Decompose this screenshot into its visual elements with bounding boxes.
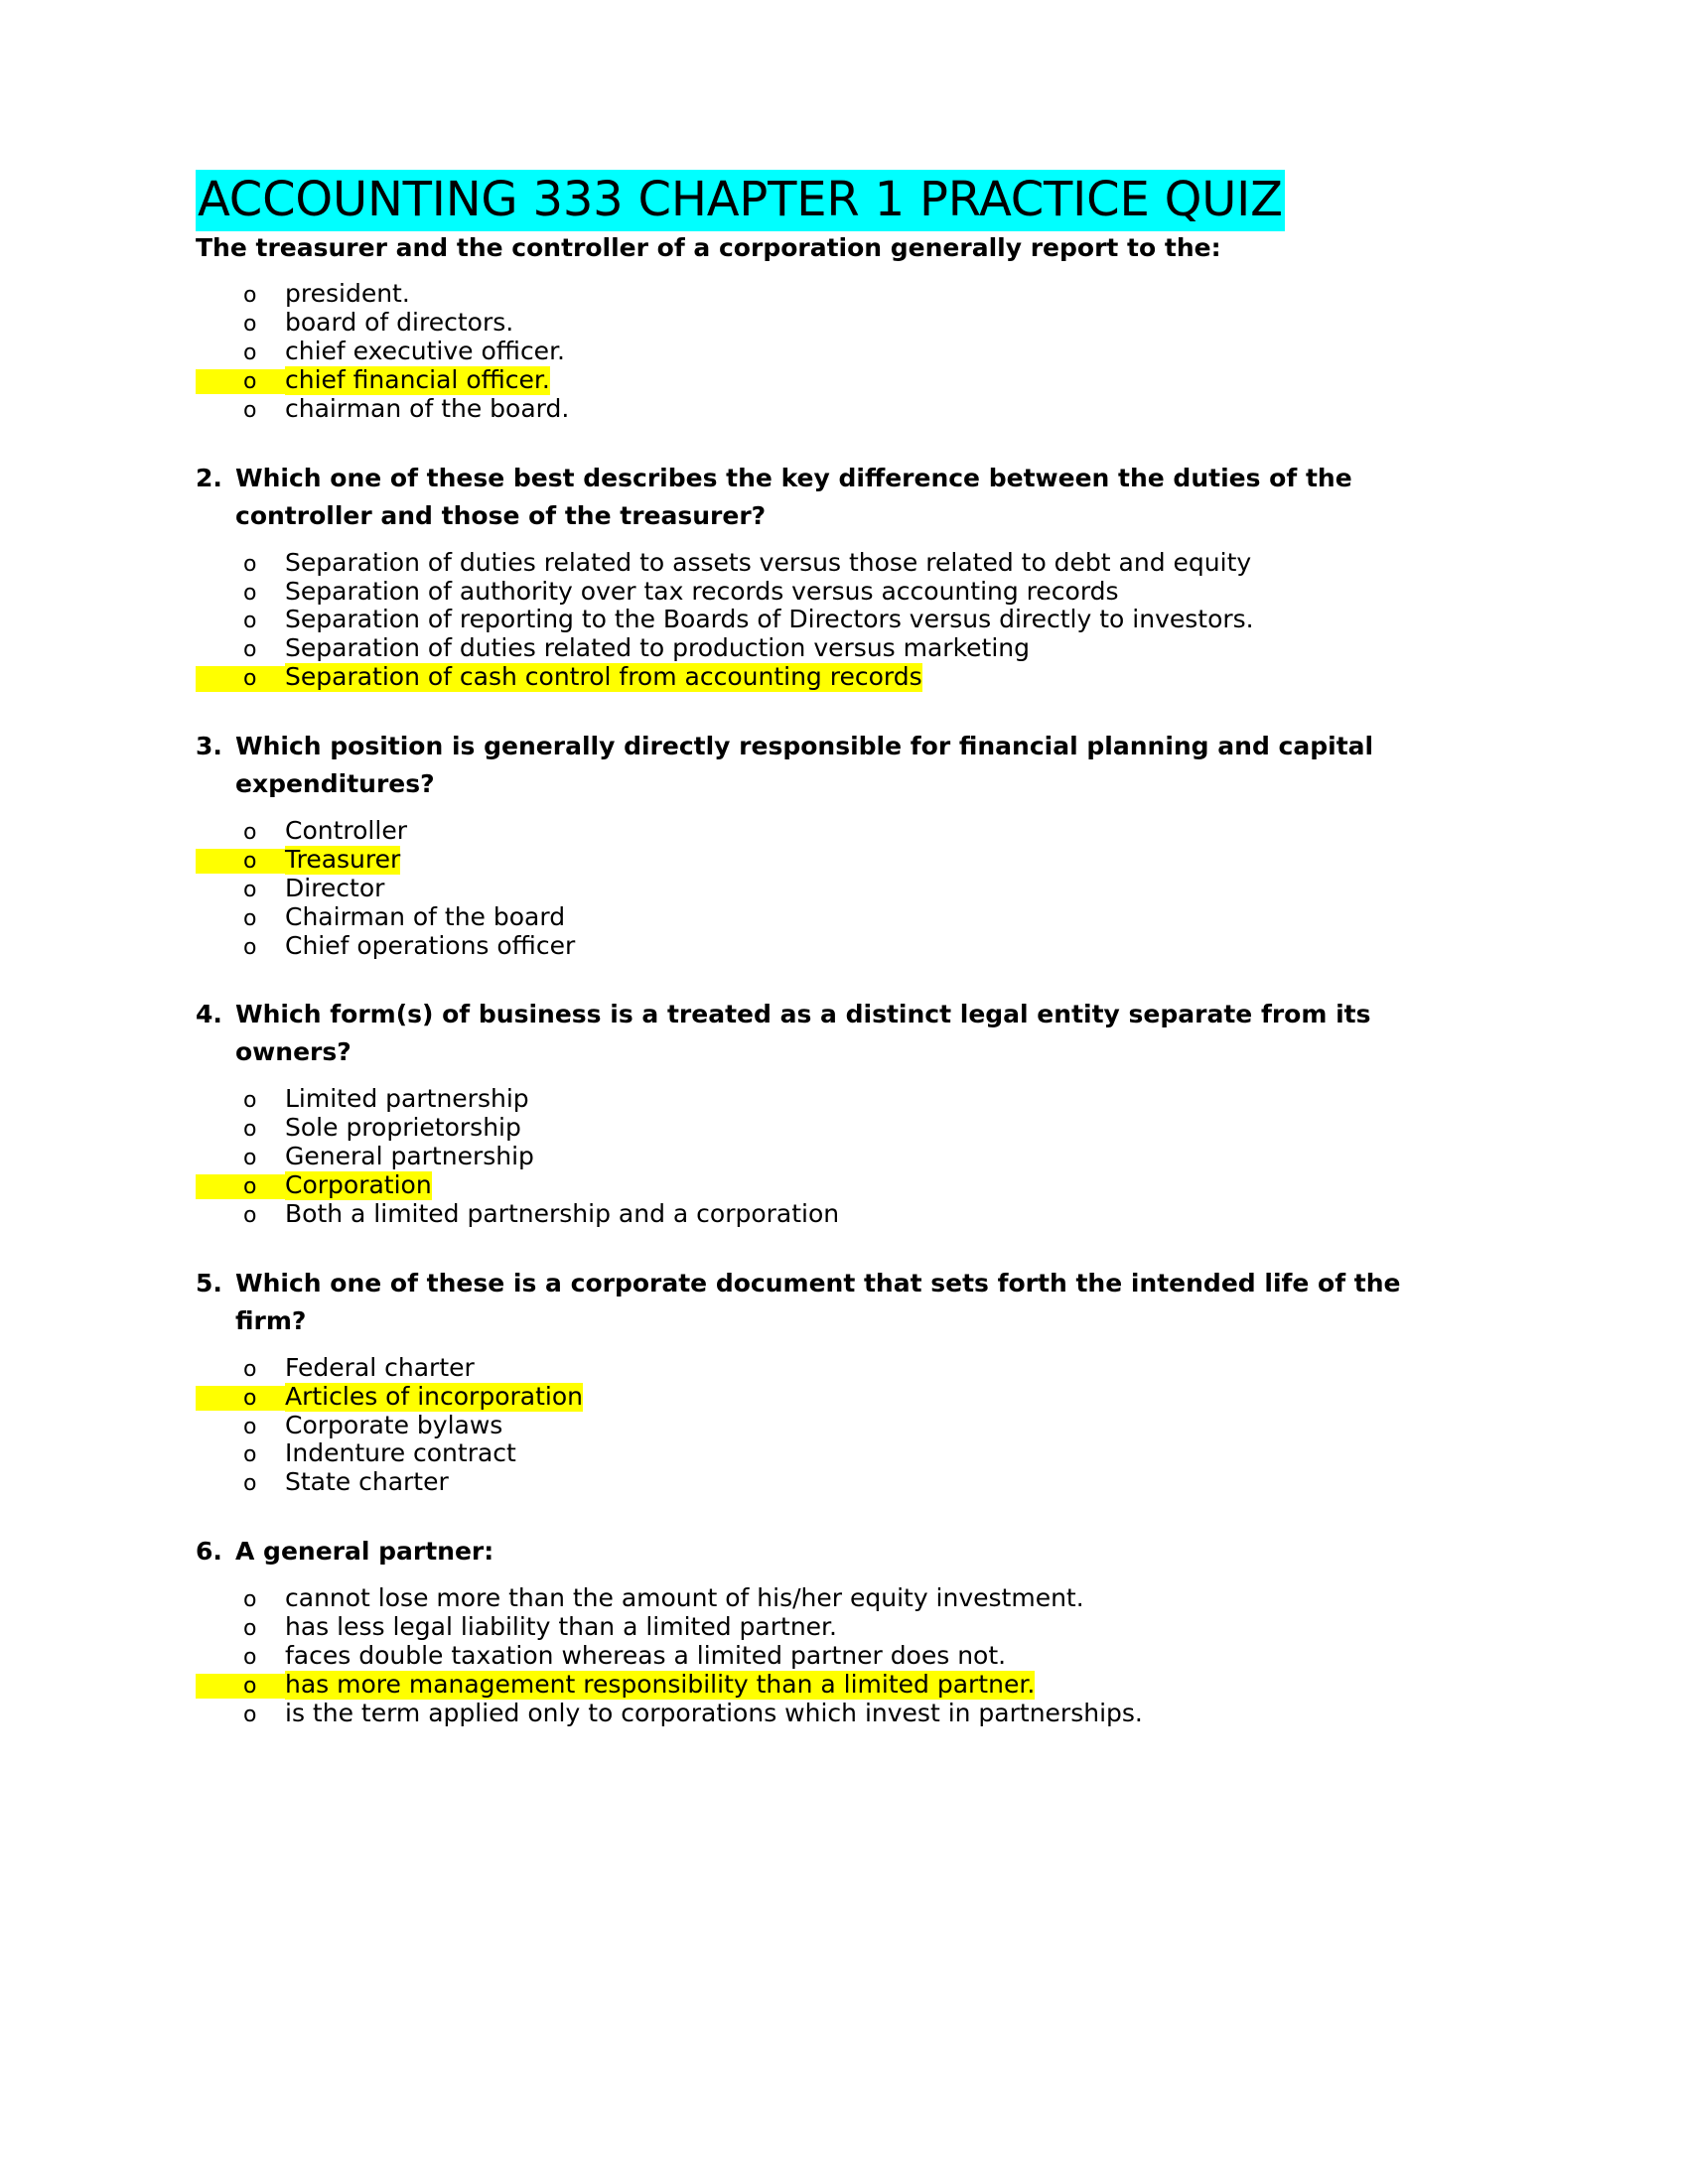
option-bullet-icon: o: [243, 283, 257, 309]
option-bullet-icon: o: [196, 849, 285, 874]
option-label: board of directors.: [285, 308, 514, 338]
option-item[interactable]: [196, 1412, 502, 1440]
option-item[interactable]: [196, 1642, 1006, 1671]
option-label: faces double taxation whereas a limited partner does not.: [285, 1640, 1007, 1670]
option-item[interactable]: [196, 817, 407, 846]
option-label: chief financial officer.: [285, 364, 550, 394]
option-item-selected[interactable]: [196, 1383, 583, 1412]
option-bullet-icon: o: [196, 1386, 285, 1411]
option-bullet-icon: o: [243, 1356, 257, 1382]
option-label: Sole proprietorship: [285, 1113, 521, 1143]
option-list: [196, 1085, 1460, 1228]
option-label: Chairman of the board: [285, 901, 566, 931]
option-item[interactable]: [196, 875, 384, 903]
question-block: [196, 728, 1460, 960]
option-label: Director: [285, 873, 385, 902]
option-item[interactable]: [196, 395, 569, 424]
option-item[interactable]: [196, 1200, 839, 1229]
question-block: [196, 996, 1460, 1228]
question-stem-row: [196, 460, 1460, 535]
option-item[interactable]: [196, 634, 1030, 663]
option-label: Corporation: [285, 1170, 432, 1199]
option-bullet-icon: o: [243, 1088, 257, 1114]
option-bullet-icon: o: [243, 397, 257, 423]
option-label: Limited partnership: [285, 1084, 529, 1114]
option-item[interactable]: [196, 1439, 516, 1468]
option-item[interactable]: [196, 338, 565, 366]
question-number: 6.: [196, 1537, 222, 1567]
question-stem: A general partner:: [235, 1537, 494, 1567]
question-stem: Which form(s) of business is a treated as a distinct legal entity separate from its owners?: [235, 1000, 1371, 1067]
page-title-highlight: ACCOUNTING 333 CHAPTER 1 PRACTICE QUIZ: [196, 170, 1285, 231]
option-item[interactable]: [196, 1584, 1084, 1613]
option-label: Separation of cash control from accounting records: [285, 662, 922, 692]
option-label: chairman of the board.: [285, 393, 570, 423]
question-1-stem: The treasurer and the controller of a corporation generally report to the:: [196, 232, 1221, 262]
option-bullet-icon: o: [243, 1587, 257, 1613]
option-label: Separation of reporting to the Boards of Directors versus directly to investors.: [285, 605, 1254, 634]
option-item[interactable]: [196, 903, 565, 932]
option-label: has more management responsibility than a limited partner.: [285, 1669, 1036, 1699]
question-block: [196, 460, 1460, 692]
option-list: [196, 1584, 1460, 1727]
option-bullet-icon: o: [243, 637, 257, 663]
questions-list: [196, 280, 1460, 1727]
option-item-selected[interactable]: [196, 663, 922, 692]
option-item[interactable]: [196, 1613, 837, 1642]
option-list: [196, 1354, 1460, 1497]
option-label: Indenture contract: [285, 1438, 516, 1468]
option-item[interactable]: [196, 280, 410, 309]
option-bullet-icon: o: [196, 666, 285, 691]
question-stem: Which one of these best describes the key difference between the duties of the controller and those of the treasurer?: [235, 463, 1352, 530]
option-bullet-icon: o: [243, 1471, 257, 1497]
page-title: [196, 174, 1460, 227]
option-item[interactable]: [196, 549, 1251, 578]
option-label: cannot lose more than the amount of his/her equity investment.: [285, 1583, 1084, 1613]
option-bullet-icon: o: [243, 1616, 257, 1641]
option-item-selected[interactable]: [196, 1171, 432, 1200]
option-label: Corporate bylaws: [285, 1410, 503, 1439]
option-label: Articles of incorporation: [285, 1381, 583, 1411]
option-bullet-icon: o: [243, 551, 257, 577]
option-bullet-icon: o: [243, 1202, 257, 1228]
question-number: 3.: [196, 732, 222, 760]
option-bullet-icon: o: [243, 1644, 257, 1670]
option-bullet-icon: o: [243, 1414, 257, 1439]
option-item-selected[interactable]: [196, 1671, 1035, 1700]
option-bullet-icon: o: [243, 1702, 257, 1727]
option-label: Chief operations officer: [285, 930, 576, 960]
option-bullet-icon: o: [243, 1117, 257, 1143]
option-bullet-icon: o: [243, 934, 257, 960]
question-number: 2.: [196, 463, 222, 492]
question-number: 4.: [196, 1000, 222, 1029]
option-label: Both a limited partnership and a corporation: [285, 1198, 840, 1228]
question-block: [196, 1265, 1460, 1497]
option-bullet-icon: o: [243, 341, 257, 365]
option-bullet-icon: o: [243, 1146, 257, 1171]
option-label: Federal charter: [285, 1352, 475, 1382]
option-item-selected[interactable]: [196, 846, 400, 875]
option-bullet-icon: o: [243, 609, 257, 634]
option-item[interactable]: [196, 1114, 521, 1143]
option-bullet-icon: o: [243, 312, 257, 338]
option-item[interactable]: [196, 1354, 475, 1383]
question-number: 5.: [196, 1268, 222, 1297]
option-bullet-icon: o: [243, 1442, 257, 1468]
option-label: has less legal liability than a limited partner.: [285, 1612, 837, 1641]
option-label: Treasurer: [285, 844, 401, 874]
question-block: [196, 280, 1460, 423]
option-item-selected[interactable]: [196, 366, 550, 395]
option-label: chief executive officer.: [285, 337, 565, 365]
question-stem: Which one of these is a corporate document that sets forth the intended life of the firm?: [235, 1268, 1401, 1335]
option-label: president.: [285, 279, 410, 309]
option-label: Separation of authority over tax records versus accounting records: [285, 576, 1119, 606]
option-label: Separation of duties related to assets versus those related to debt and equity: [285, 547, 1252, 577]
question-stem-row: [196, 996, 1460, 1071]
option-list: [196, 280, 1460, 423]
option-label: Separation of duties related to production versus marketing: [285, 633, 1031, 663]
option-bullet-icon: o: [196, 1174, 285, 1199]
option-item[interactable]: [196, 1700, 1143, 1728]
option-item[interactable]: [196, 932, 575, 961]
option-label: General partnership: [285, 1142, 534, 1171]
question-block: [196, 1533, 1460, 1727]
question-stem: Which position is generally directly responsible for financial planning and capital expenditures?: [235, 732, 1374, 798]
option-item[interactable]: [196, 1085, 529, 1114]
option-item[interactable]: [196, 1468, 449, 1497]
option-bullet-icon: o: [243, 877, 257, 902]
option-bullet-icon: o: [243, 905, 257, 931]
option-label: Controller: [285, 816, 407, 845]
option-label: State charter: [285, 1467, 449, 1497]
question-stem-row: [196, 728, 1460, 803]
option-list: [196, 549, 1460, 692]
question-stem-row: [196, 1533, 1460, 1570]
question-stem-row: [196, 1265, 1460, 1340]
option-bullet-icon: o: [196, 369, 285, 394]
option-item[interactable]: [196, 578, 1119, 607]
option-item[interactable]: [196, 1143, 534, 1171]
option-bullet-icon: o: [243, 820, 257, 845]
option-label: is the term applied only to corporations which invest in partnerships.: [285, 1698, 1143, 1727]
option-bullet-icon: o: [243, 580, 257, 606]
option-item[interactable]: [196, 309, 513, 338]
option-bullet-icon: o: [196, 1674, 285, 1699]
option-item[interactable]: [196, 606, 1254, 634]
option-list: [196, 817, 1460, 960]
